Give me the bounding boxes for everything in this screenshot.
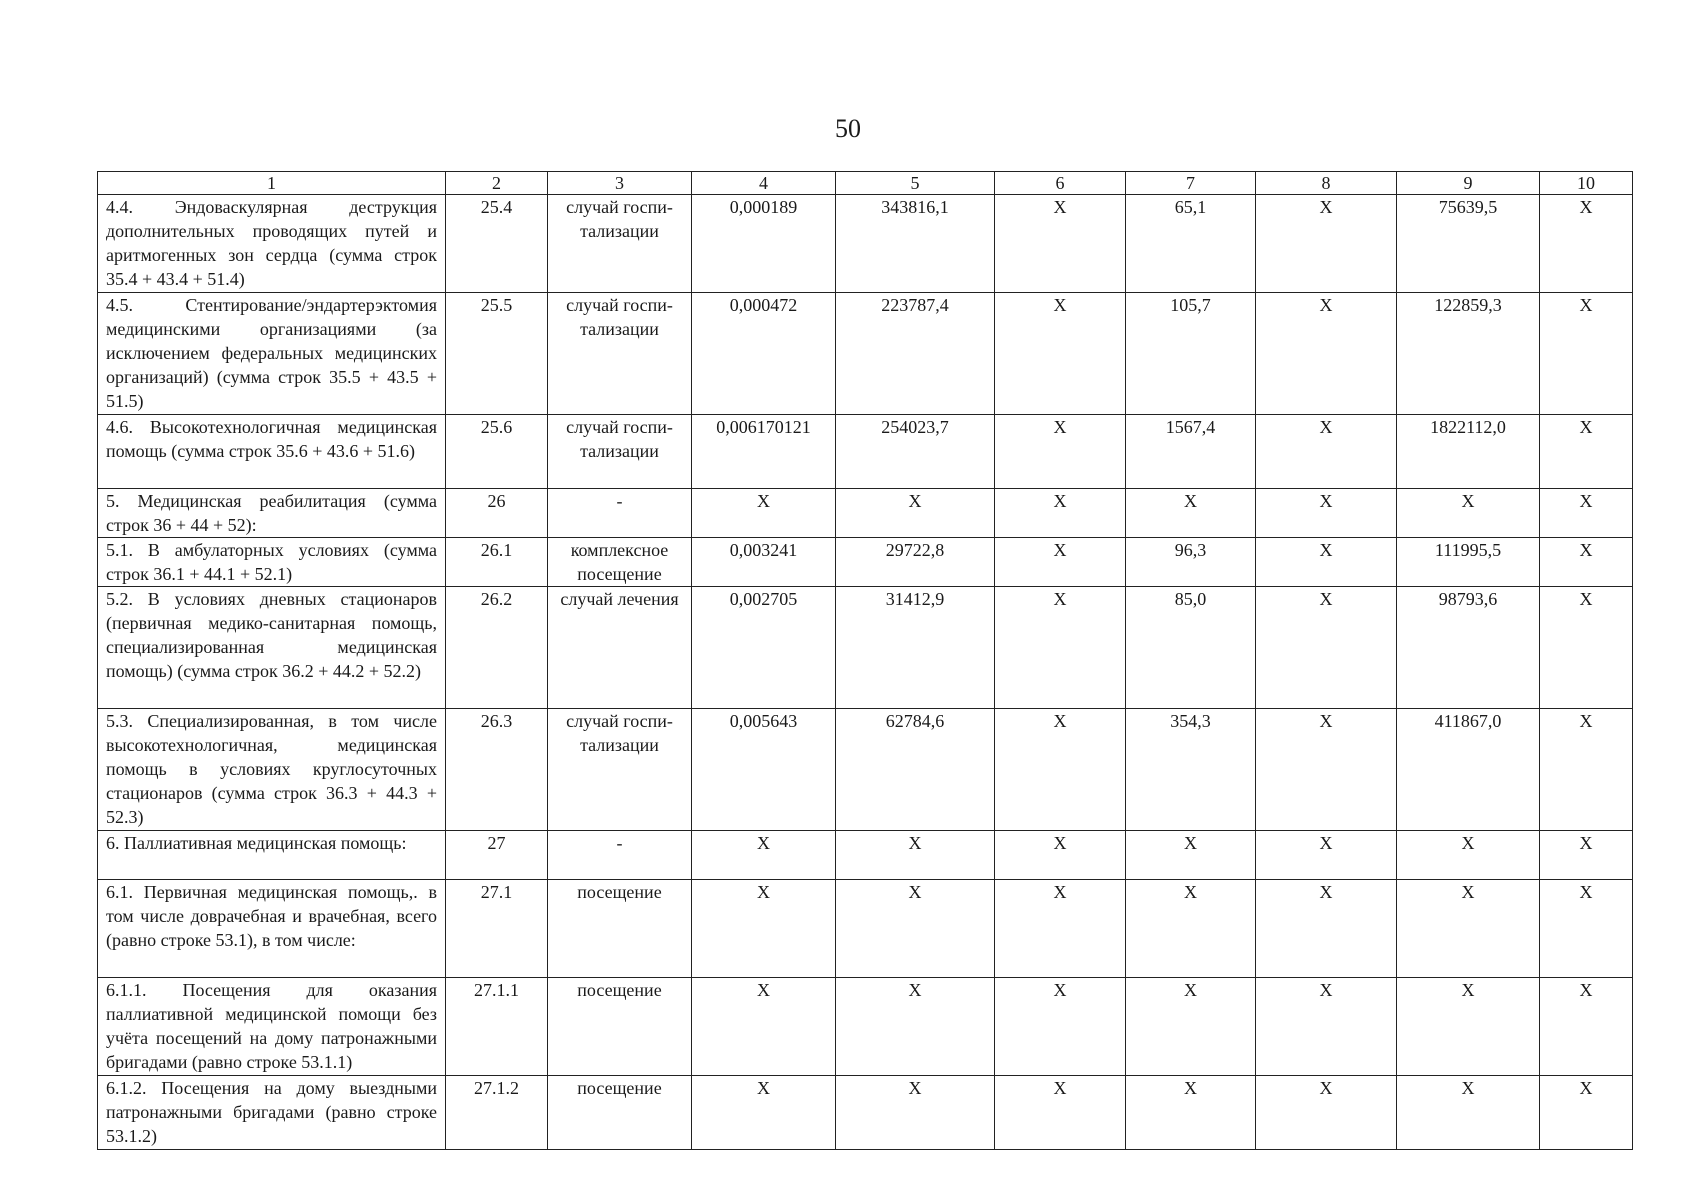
cell-col5: X — [836, 880, 995, 978]
header-row — [98, 172, 1633, 195]
row-name: 5. Медицинская реабилитация (сумма строк 36 + 44 + 52): — [98, 489, 446, 538]
cell-col5: 29722,8 — [836, 538, 995, 587]
cell-col6: X — [995, 587, 1126, 709]
cell-col5: 254023,7 — [836, 415, 995, 489]
row-unit: случай госпи-тализации — [548, 415, 692, 489]
cell-col4: 0,002705 — [692, 587, 836, 709]
cell-col9: X — [1397, 831, 1540, 880]
cell-col7: X — [1126, 880, 1256, 978]
cell-col5: X — [836, 978, 995, 1076]
cell-col8: X — [1256, 195, 1397, 293]
cell-col4: 0,000189 — [692, 195, 836, 293]
table-row — [98, 415, 1633, 489]
cell-col6: X — [995, 978, 1126, 1076]
row-code: 25.6 — [446, 415, 548, 489]
table-row — [98, 709, 1633, 831]
cell-col7: 354,3 — [1126, 709, 1256, 831]
cell-col4: X — [692, 1076, 836, 1150]
column-header: 7 — [1126, 172, 1256, 195]
row-unit: посещение — [548, 978, 692, 1076]
cell-col5: X — [836, 489, 995, 538]
cell-col9: X — [1397, 978, 1540, 1076]
cell-col7: X — [1126, 1076, 1256, 1150]
cell-col10: X — [1540, 538, 1633, 587]
cell-col10: X — [1540, 415, 1633, 489]
cell-col8: X — [1256, 293, 1397, 415]
cell-col4: X — [692, 880, 836, 978]
row-code: 26.1 — [446, 538, 548, 587]
row-code: 26.2 — [446, 587, 548, 709]
table-row — [98, 293, 1633, 415]
row-name: 6.1. Первичная медицинская помощь,. в том числе доврачебная и врачебная, всего (равно строке 53.1), в том числе: — [98, 880, 446, 978]
table-row — [98, 489, 1633, 538]
row-name: 6.1.2. Посещения на дому выездными патронажными бригадами (равно строке 53.1.2) — [98, 1076, 446, 1150]
cell-col4: X — [692, 489, 836, 538]
row-unit: комплексное посещение — [548, 538, 692, 587]
cell-col4: 0,006170121 — [692, 415, 836, 489]
row-code: 25.5 — [446, 293, 548, 415]
row-code: 26.3 — [446, 709, 548, 831]
cell-col9: 411867,0 — [1397, 709, 1540, 831]
cell-col10: X — [1540, 293, 1633, 415]
row-unit: случай госпи-тализации — [548, 293, 692, 415]
cell-col8: X — [1256, 831, 1397, 880]
cell-col6: X — [995, 489, 1126, 538]
cell-col10: X — [1540, 880, 1633, 978]
cell-col6: X — [995, 880, 1126, 978]
cell-col10: X — [1540, 587, 1633, 709]
cell-col9: 111995,5 — [1397, 538, 1540, 587]
row-code: 27 — [446, 831, 548, 880]
column-header: 9 — [1397, 172, 1540, 195]
row-code: 25.4 — [446, 195, 548, 293]
row-unit: случай лечения — [548, 587, 692, 709]
cell-col5: 31412,9 — [836, 587, 995, 709]
cell-col6: X — [995, 293, 1126, 415]
cell-col9: 122859,3 — [1397, 293, 1540, 415]
cell-col10: X — [1540, 978, 1633, 1076]
row-unit: посещение — [548, 880, 692, 978]
page-number: 50 — [835, 114, 861, 143]
column-header: 6 — [995, 172, 1126, 195]
cell-col7: 65,1 — [1126, 195, 1256, 293]
table-row — [98, 831, 1633, 880]
cell-col10: X — [1540, 709, 1633, 831]
row-name: 5.2. В условиях дневных стационаров (первичная медико-санитарная помощь, специализированная медицинская помощь) (сумма строк 36.2 + 44.2 + 52.2) — [98, 587, 446, 709]
cell-col7: X — [1126, 489, 1256, 538]
table-row — [98, 538, 1633, 587]
cell-col8: X — [1256, 978, 1397, 1076]
cell-col10: X — [1540, 489, 1633, 538]
data-table — [97, 171, 1633, 1150]
cell-col5: 62784,6 — [836, 709, 995, 831]
row-name: 4.4. Эндоваскулярная деструкция дополнительных проводящих путей и аритмогенных зон сердца (сумма строк 35.4 + 43.4 + 51.4) — [98, 195, 446, 293]
cell-col10: X — [1540, 1076, 1633, 1150]
cell-col8: X — [1256, 538, 1397, 587]
cell-col5: 343816,1 — [836, 195, 995, 293]
row-unit: случай госпи-тализации — [548, 709, 692, 831]
row-code: 27.1 — [446, 880, 548, 978]
cell-col6: X — [995, 538, 1126, 587]
column-header: 3 — [548, 172, 692, 195]
cell-col4: 0,005643 — [692, 709, 836, 831]
cell-col7: 85,0 — [1126, 587, 1256, 709]
column-header: 4 — [692, 172, 836, 195]
cell-col9: 98793,6 — [1397, 587, 1540, 709]
column-header: 1 — [98, 172, 446, 195]
row-name: 4.6. Высокотехнологичная медицинская помощь (сумма строк 35.6 + 43.6 + 51.6) — [98, 415, 446, 489]
row-name: 6. Паллиативная медицинская помощь: — [98, 831, 446, 880]
cell-col4: X — [692, 978, 836, 1076]
cell-col8: X — [1256, 587, 1397, 709]
row-name: 5.1. В амбулаторных условиях (сумма строк 36.1 + 44.1 + 52.1) — [98, 538, 446, 587]
cell-col9: 1822112,0 — [1397, 415, 1540, 489]
cell-col5: X — [836, 831, 995, 880]
row-code: 26 — [446, 489, 548, 538]
data-table-container — [97, 171, 1632, 1150]
cell-col8: X — [1256, 415, 1397, 489]
column-header: 10 — [1540, 172, 1633, 195]
cell-col4: 0,003241 — [692, 538, 836, 587]
row-unit: - — [548, 489, 692, 538]
cell-col7: X — [1126, 831, 1256, 880]
cell-col5: X — [836, 1076, 995, 1150]
cell-col8: X — [1256, 880, 1397, 978]
row-code: 27.1.1 — [446, 978, 548, 1076]
row-name: 6.1.1. Посещения для оказания паллиативной медицинской помощи без учёта посещений на дому патронажными бригадами (равно строке 53.1.1) — [98, 978, 446, 1076]
row-unit: - — [548, 831, 692, 880]
row-unit: случай госпи-тализации — [548, 195, 692, 293]
column-header: 2 — [446, 172, 548, 195]
cell-col9: 75639,5 — [1397, 195, 1540, 293]
cell-col4: X — [692, 831, 836, 880]
cell-col10: X — [1540, 195, 1633, 293]
column-header: 8 — [1256, 172, 1397, 195]
row-name: 5.3. Специализированная, в том числе высокотехнологичная, медицинская помощь в условиях круглосуточных стационаров (сумма строк 36.3 + 44.3 + 52.3) — [98, 709, 446, 831]
cell-col7: 1567,4 — [1126, 415, 1256, 489]
table-row — [98, 978, 1633, 1076]
cell-col7: 96,3 — [1126, 538, 1256, 587]
cell-col6: X — [995, 831, 1126, 880]
cell-col8: X — [1256, 489, 1397, 538]
table-row — [98, 1076, 1633, 1150]
cell-col8: X — [1256, 709, 1397, 831]
cell-col9: X — [1397, 489, 1540, 538]
cell-col9: X — [1397, 1076, 1540, 1150]
table-row — [98, 587, 1633, 709]
cell-col6: X — [995, 195, 1126, 293]
table-row — [98, 195, 1633, 293]
row-unit: посещение — [548, 1076, 692, 1150]
cell-col6: X — [995, 415, 1126, 489]
cell-col9: X — [1397, 880, 1540, 978]
cell-col4: 0,000472 — [692, 293, 836, 415]
cell-col5: 223787,4 — [836, 293, 995, 415]
cell-col7: 105,7 — [1126, 293, 1256, 415]
cell-col6: X — [995, 1076, 1126, 1150]
cell-col6: X — [995, 709, 1126, 831]
cell-col8: X — [1256, 1076, 1397, 1150]
table-row — [98, 880, 1633, 978]
row-name: 4.5. Стентирование/эндартерэктомия медицинскими организациями (за исключением федеральных медицинских организаций) (сумма строк 35.5 + 43.5 + 51.5) — [98, 293, 446, 415]
column-header: 5 — [836, 172, 995, 195]
row-code: 27.1.2 — [446, 1076, 548, 1150]
cell-col10: X — [1540, 831, 1633, 880]
cell-col7: X — [1126, 978, 1256, 1076]
